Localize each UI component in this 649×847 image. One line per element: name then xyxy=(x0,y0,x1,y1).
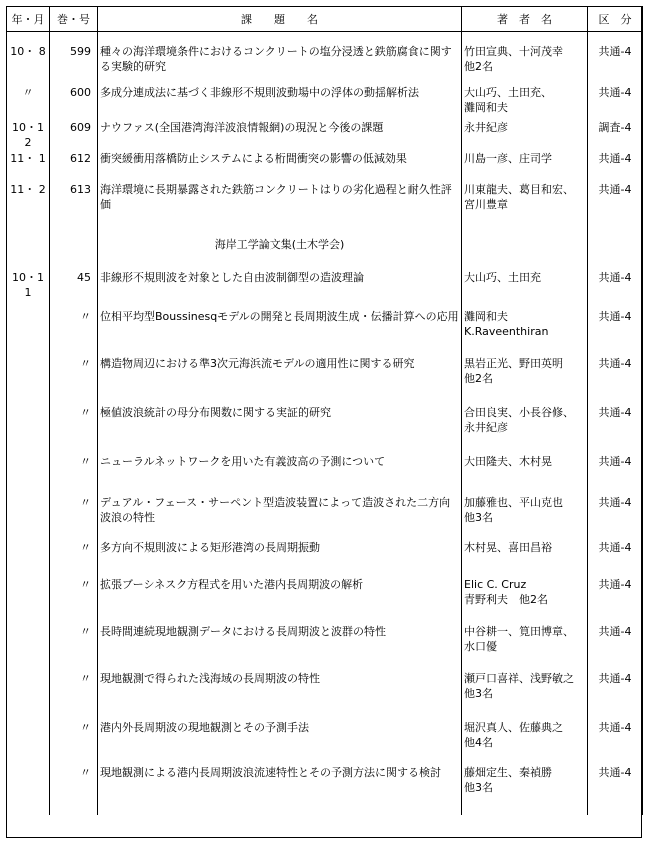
volume-cell: 〃 xyxy=(50,309,98,356)
category-cell: 共通-4 xyxy=(588,44,643,85)
authors-cell: 加藤雅也、平山克也 他3名 xyxy=(462,495,588,540)
title-cell: 拡張ブーシネスク方程式を用いた港内長周期波の解析 xyxy=(98,577,462,624)
authors-cell: 川東龍夫、葛目和宏、 宮川豊章 xyxy=(462,182,588,231)
authors-cell: 大山巧、土田充、 灘岡和夫 xyxy=(462,85,588,120)
date-cell xyxy=(7,540,50,577)
category-cell: 共通-4 xyxy=(588,454,643,495)
table-row xyxy=(7,495,643,540)
volume-cell: 〃 xyxy=(50,405,98,454)
volume-cell: 〃 xyxy=(50,671,98,720)
title-cell: 極値波浪統計の母分布関数に関する実証的研究 xyxy=(98,405,462,454)
category-cell: 共通-4 xyxy=(588,182,643,231)
table-row xyxy=(7,309,643,356)
table-row xyxy=(7,765,643,815)
publication-table xyxy=(6,6,643,815)
volume-cell: 45 xyxy=(50,270,98,309)
date-cell: 10・11 xyxy=(7,270,50,309)
date-cell: 11・ 2 xyxy=(7,182,50,231)
category-cell: 共通-4 xyxy=(588,624,643,671)
volume-cell: 〃 xyxy=(50,577,98,624)
date-cell xyxy=(7,454,50,495)
authors-cell: 黒岩正光、野田英明 他2名 xyxy=(462,356,588,405)
date-cell xyxy=(7,624,50,671)
date-cell xyxy=(7,720,50,765)
title-cell: 海洋環境に長期暴露された鉄筋コンクリートはりの劣化過程と耐久性評価 xyxy=(98,182,462,231)
category-cell: 共通-4 xyxy=(588,540,643,577)
title-cell: 非線形不規則波を対象とした自由波制御型の造波理論 xyxy=(98,270,462,309)
volume-cell: 609 xyxy=(50,120,98,151)
date-cell xyxy=(7,765,50,815)
spacer-row xyxy=(7,258,643,270)
table-row xyxy=(7,671,643,720)
title-cell: ナウファス(全国港湾海洋波浪情報網)の現況と今後の課題 xyxy=(98,120,462,151)
section-title: 海岸工学論文集(土木学会) xyxy=(98,231,462,258)
title-cell: デュアル・フェース・サーペント型造波装置によって造波された二方向波浪の特性 xyxy=(98,495,462,540)
category-cell: 共通-4 xyxy=(588,270,643,309)
table-row xyxy=(7,356,643,405)
category-cell: 共通-4 xyxy=(588,356,643,405)
category-cell: 共通-4 xyxy=(588,495,643,540)
volume-cell: 599 xyxy=(50,44,98,85)
table-body xyxy=(7,32,643,816)
header-authors: 著 者 名 xyxy=(462,7,588,32)
volume-cell: 〃 xyxy=(50,495,98,540)
authors-cell: 中谷耕一、筧田博章、 水口優 xyxy=(462,624,588,671)
authors-cell: 藤畑定生、秦禎勝 他3名 xyxy=(462,765,588,815)
title-cell: 現地観測による港内長周期波浪流速特性とその予測方法に関する検討 xyxy=(98,765,462,815)
header-category: 区 分 xyxy=(588,7,643,32)
title-cell: 港内外長周期波の現地観測とその予測手法 xyxy=(98,720,462,765)
volume-cell: 〃 xyxy=(50,624,98,671)
category-cell: 共通-4 xyxy=(588,577,643,624)
table-row xyxy=(7,540,643,577)
date-cell xyxy=(7,495,50,540)
volume-cell: 〃 xyxy=(50,720,98,765)
table-row xyxy=(7,720,643,765)
authors-cell: 合田良実、小長谷修、 永井紀彦 xyxy=(462,405,588,454)
title-cell: 種々の海洋環境条件におけるコンクリートの塩分浸透と鉄筋腐食に関する実験的研究 xyxy=(98,44,462,85)
date-cell: 10・ 8 xyxy=(7,44,50,85)
table-row xyxy=(7,151,643,182)
volume-cell: 〃 xyxy=(50,356,98,405)
authors-cell: 竹田宣典、十河茂幸 他2名 xyxy=(462,44,588,85)
title-cell: 構造物周辺における準3次元海浜流モデルの適用性に関する研究 xyxy=(98,356,462,405)
title-cell: 現地観測で得られた浅海域の長周期波の特性 xyxy=(98,671,462,720)
date-cell: 10・12 xyxy=(7,120,50,151)
volume-cell: 600 xyxy=(50,85,98,120)
authors-cell: 灘岡和夫 K.Raveenthiran xyxy=(462,309,588,356)
date-cell: 〃 xyxy=(7,85,50,120)
category-cell: 共通-4 xyxy=(588,671,643,720)
authors-cell: 瀬戸口喜祥、浅野敏之 他3名 xyxy=(462,671,588,720)
category-cell: 共通-4 xyxy=(588,151,643,182)
table-row xyxy=(7,44,643,85)
authors-cell: 大田隆夫、木村晃 xyxy=(462,454,588,495)
authors-cell: 大山巧、土田充 xyxy=(462,270,588,309)
table-row xyxy=(7,182,643,231)
title-cell: 多成分連成法に基づく非線形不規則波動場中の浮体の動揺解析法 xyxy=(98,85,462,120)
header-title: 課 題 名 xyxy=(98,7,462,32)
volume-cell: 〃 xyxy=(50,765,98,815)
authors-cell: 木村晃、喜田昌裕 xyxy=(462,540,588,577)
volume-cell: 613 xyxy=(50,182,98,231)
authors-cell: 永井紀彦 xyxy=(462,120,588,151)
title-cell: 多方向不規則波による矩形港湾の長周期振動 xyxy=(98,540,462,577)
date-cell xyxy=(7,356,50,405)
category-cell: 共通-4 xyxy=(588,720,643,765)
title-cell: ニューラルネットワークを用いた有義波高の予測について xyxy=(98,454,462,495)
volume-cell: 〃 xyxy=(50,454,98,495)
volume-cell: 612 xyxy=(50,151,98,182)
table-row xyxy=(7,85,643,120)
title-cell: 衝突緩衝用落橋防止システムによる桁間衝突の影響の低減効果 xyxy=(98,151,462,182)
header-row xyxy=(7,7,643,32)
date-cell xyxy=(7,671,50,720)
table-row xyxy=(7,405,643,454)
category-cell: 共通-4 xyxy=(588,309,643,356)
category-cell: 共通-4 xyxy=(588,765,643,815)
category-cell: 調査-4 xyxy=(588,120,643,151)
table-row xyxy=(7,624,643,671)
table-row xyxy=(7,577,643,624)
table-row xyxy=(7,454,643,495)
authors-cell: 堀沢真人、佐藤典之 他4名 xyxy=(462,720,588,765)
category-cell: 共通-4 xyxy=(588,85,643,120)
section-row xyxy=(7,231,643,258)
table-row xyxy=(7,120,643,151)
category-cell: 共通-4 xyxy=(588,405,643,454)
date-cell: 11・ 1 xyxy=(7,151,50,182)
table-row xyxy=(7,270,643,309)
authors-cell: Elic C. Cruz 青野利夫 他2名 xyxy=(462,577,588,624)
title-cell: 位相平均型Boussinesqモデルの開発と長周期波生成・伝播計算への応用 xyxy=(98,309,462,356)
date-cell xyxy=(7,309,50,356)
header-date: 年・月 xyxy=(7,7,50,32)
spacer-row xyxy=(7,32,643,45)
header-volume: 巻・号 xyxy=(50,7,98,32)
title-cell: 長時間連続現地観測データにおける長周期波と波群の特性 xyxy=(98,624,462,671)
date-cell xyxy=(7,405,50,454)
volume-cell: 〃 xyxy=(50,540,98,577)
date-cell xyxy=(7,577,50,624)
authors-cell: 川島一彦、庄司学 xyxy=(462,151,588,182)
